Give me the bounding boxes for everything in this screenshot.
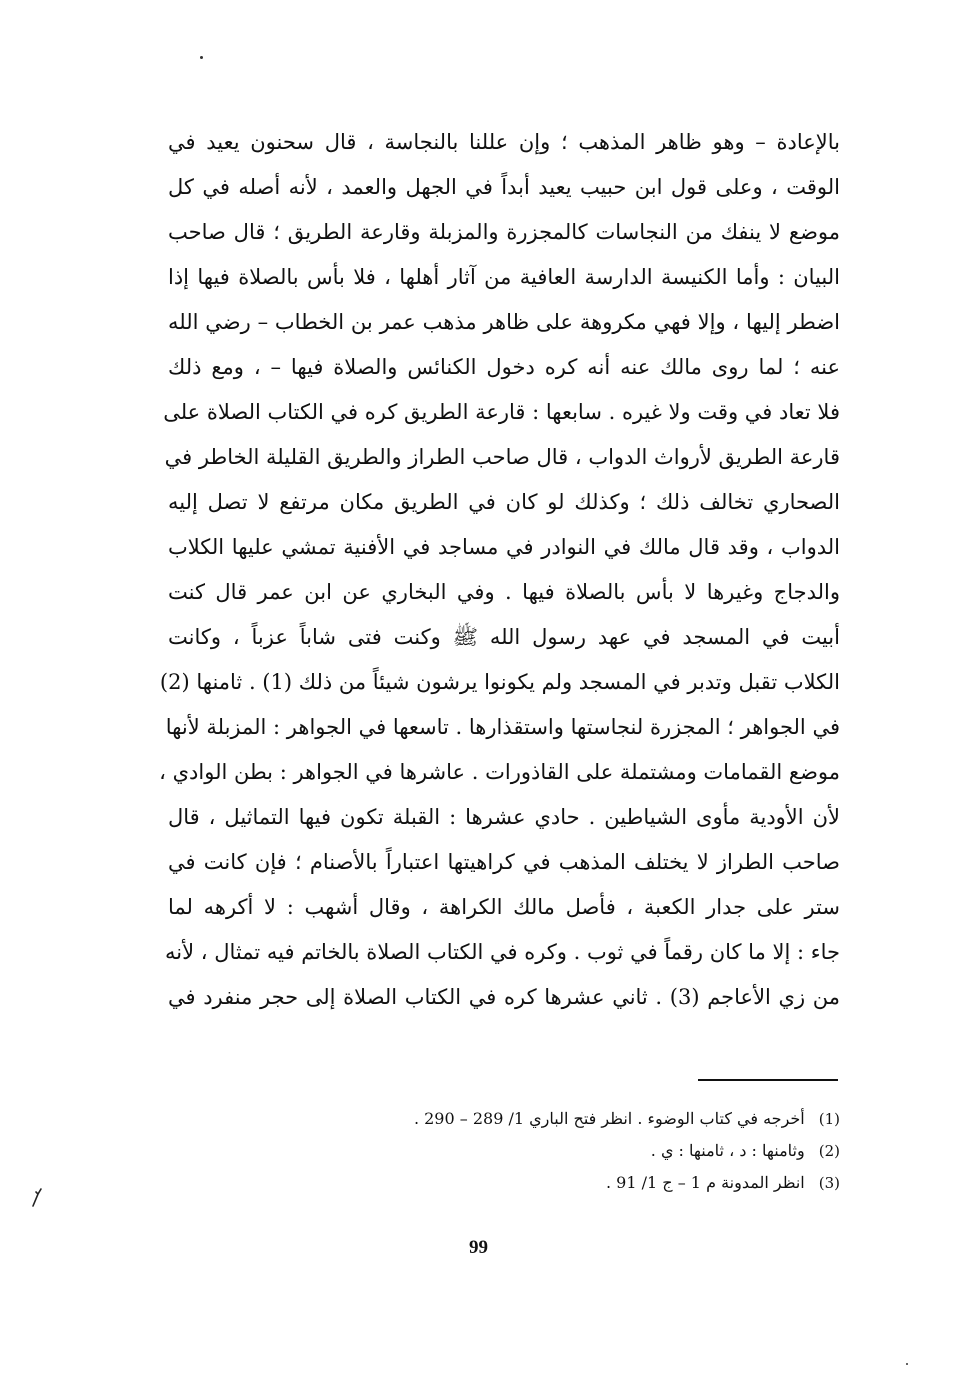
body-line: بالإعادة – وهو ظاهر المذهب ؛ وإن عللنا بالنجاسة ، قال سحنون يعيد في bbox=[168, 130, 840, 154]
body-line: عنه ؛ لما روى مالك عنه أنه كره دخول الكنائس والصلاة فيها – ، ومع ذلك bbox=[168, 355, 840, 379]
body-line: موضع لا ينفك من النجاسات كالمجزرة والمزبلة وقارعة الطريق ؛ قال صاحب bbox=[168, 220, 840, 244]
body-line: أبيت في المسجد في عهد رسول الله ﷺ وكنت فتى شاباً عزباً ، وكانت bbox=[168, 625, 840, 649]
footnote bbox=[300, 1167, 840, 1199]
footnote-number: (3) bbox=[818, 1174, 840, 1192]
body-line: صاحب الطراز لا يختلف المذهب في كراهيتها اعتباراً بالأصنام ؛ فإن كانت في bbox=[168, 850, 840, 874]
body-line: الدواب ، وقد قال مالك في النوادر في مساجد في الأفنية تمشي عليها الكلاب bbox=[168, 535, 840, 559]
body-line: ستر على جدار الكعبة ، فأصل مالك الكراهة ، وقال أشهب : لا أكرهه لما bbox=[168, 895, 840, 919]
body-line: الصحاري تخالف ذلك ؛ وكذلك لو كان في الطريق مكان مرتفع لا تصل إليه bbox=[168, 490, 840, 514]
footnote-number: (2) bbox=[818, 1142, 840, 1160]
footnote-text: انظر المدونة م 1 – ج 1/ 91 . bbox=[606, 1173, 805, 1192]
body-line: الكلاب تقبل وتدبر في المسجد ولم يكونوا يرشون شيئاً من ذلك (1) . ثامنها (2) bbox=[159, 670, 840, 694]
footnote bbox=[300, 1103, 840, 1135]
pen-mark bbox=[30, 1186, 44, 1208]
body-line: الوقت ، وعلى قول ابن حبيب يعيد أبداً في الجهل والعمد ، لأنه أصله في كل bbox=[168, 175, 840, 199]
footnote-number: (1) bbox=[818, 1110, 840, 1128]
speck-mark bbox=[200, 56, 203, 59]
body-line: قارعة الطريق لأرواث الدواب ، قال صاحب الطراز والطريق القليلة الخاطر في bbox=[164, 445, 840, 469]
body-line: لأن الأودية مأوى الشياطين . حادي عشرها : القبلة تكون فيها التماثيل ، قال bbox=[168, 805, 840, 829]
body-line: فلا تعاد في وقت ولا غيره . سابعها : قارعة الطريق كره في الكتاب الصلاة على bbox=[163, 400, 840, 424]
body-text bbox=[159, 120, 841, 1020]
footnote bbox=[300, 1135, 840, 1167]
body-line: والدجاج وغيرها لا بأس بالصلاة فيها . وفي البخاري عن ابن عمر قال كنت bbox=[168, 580, 840, 604]
page-number: 99 bbox=[469, 1237, 488, 1258]
footnotes bbox=[300, 1103, 840, 1199]
body-line: اضطر إليها ، وإلا فهي مكروهة على ظاهر مذهب عمر بن الخطاب – رضي الله bbox=[168, 310, 840, 334]
speck-mark bbox=[906, 1363, 908, 1365]
body-line: البيان : وأما الكنيسة الدارسة العافية من آثار أهلها ، فلا بأس بالصلاة فيها إذا bbox=[168, 265, 840, 289]
footnote-text: وثامنها : د ، ثامنها : ي . bbox=[650, 1141, 805, 1160]
footnote-text: أخرجه في كتاب الوضوء . انظر فتح الباري 1/ 289 – 290 . bbox=[413, 1109, 805, 1128]
footnote-separator bbox=[698, 1079, 838, 1081]
body-line: في الجواهر ؛ المجزرة لنجاستها واستقذارها . تاسعها في الجواهر : المزبلة لأنها bbox=[165, 715, 840, 739]
body-line: من زي الأعاجم (3) . ثاني عشرها كره في الكتاب الصلاة إلى حجر منفرد في bbox=[168, 985, 841, 1009]
body-line: جاء : إلا ما كان رقماً في ثوب . وكره في الكتاب الصلاة بالخاتم فيه تمثال ، لأنه bbox=[165, 940, 840, 964]
body-line: موضع القمامات ومشتملة على القاذورات . عاشرها في الجواهر : بطن الوادي ، bbox=[159, 760, 840, 784]
